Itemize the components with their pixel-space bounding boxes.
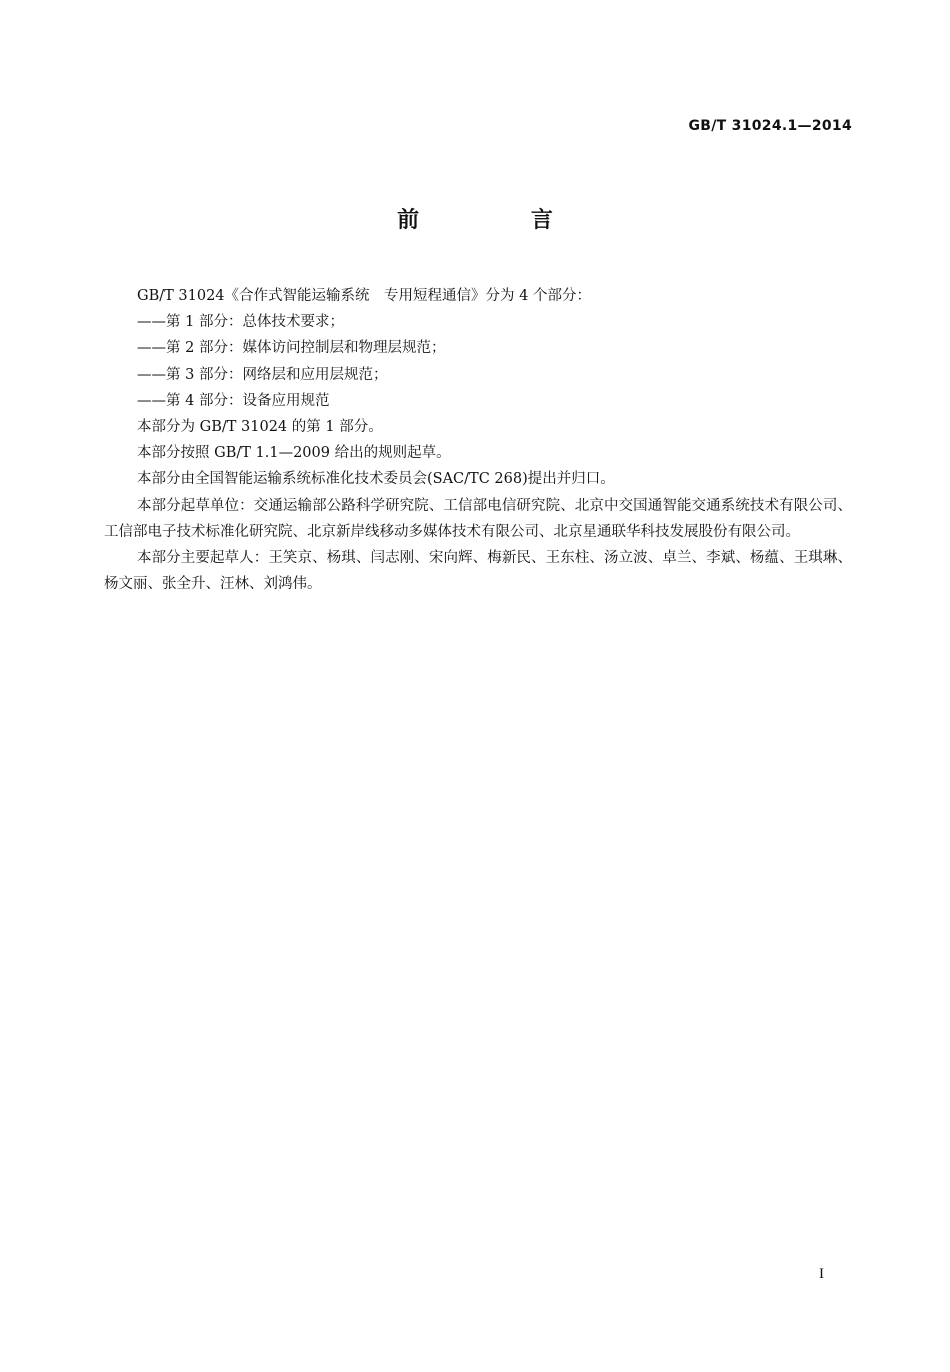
paragraph-drafting-units: 本部分起草单位：交通运输部公路科学研究院、工信部电信研究院、北京中交国通智能交通系统技术有限公司、工信部电子技术标准化研究院、北京新岸线移动多媒体技术有限公司、北京星通联华科技发展股份有限公司。 xyxy=(104,497,852,540)
page-title: 前 言 xyxy=(397,208,605,233)
list-item-part-2: ——第 2 部分：媒体访问控制层和物理层规范； xyxy=(137,340,446,357)
list-item-part-4: ——第 4 部分：设备应用规范 xyxy=(137,392,330,409)
list-item-part-3: ——第 3 部分：网络层和应用层规范； xyxy=(137,366,388,383)
standard-number: GB/T 31024.1—2014 xyxy=(688,118,852,134)
paragraph-part-statement: 本部分为 GB/T 31024 的第 1 部分。 xyxy=(137,419,383,436)
paragraph-intro: GB/T 31024《合作式智能运输系统 专用短程通信》分为 4 个部分： xyxy=(137,288,591,304)
paragraph-proposer: 本部分由全国智能运输系统标准化技术委员会(SAC/TC 268)提出并归口。 xyxy=(137,471,615,488)
paragraph-drafting-rules: 本部分按照 GB/T 1.1—2009 给出的规则起草。 xyxy=(137,445,451,462)
foreword-body xyxy=(104,283,852,597)
page-number: I xyxy=(819,1266,824,1282)
paragraph-drafters: 本部分主要起草人：王笑京、杨琪、闫志刚、宋向辉、梅新民、王东柱、汤立波、卓兰、李斌、杨蕴、王琪琳、杨文丽、张全升、汪林、刘鸿伟。 xyxy=(104,550,852,593)
list-item-part-1: ——第 1 部分：总体技术要求； xyxy=(137,314,344,331)
